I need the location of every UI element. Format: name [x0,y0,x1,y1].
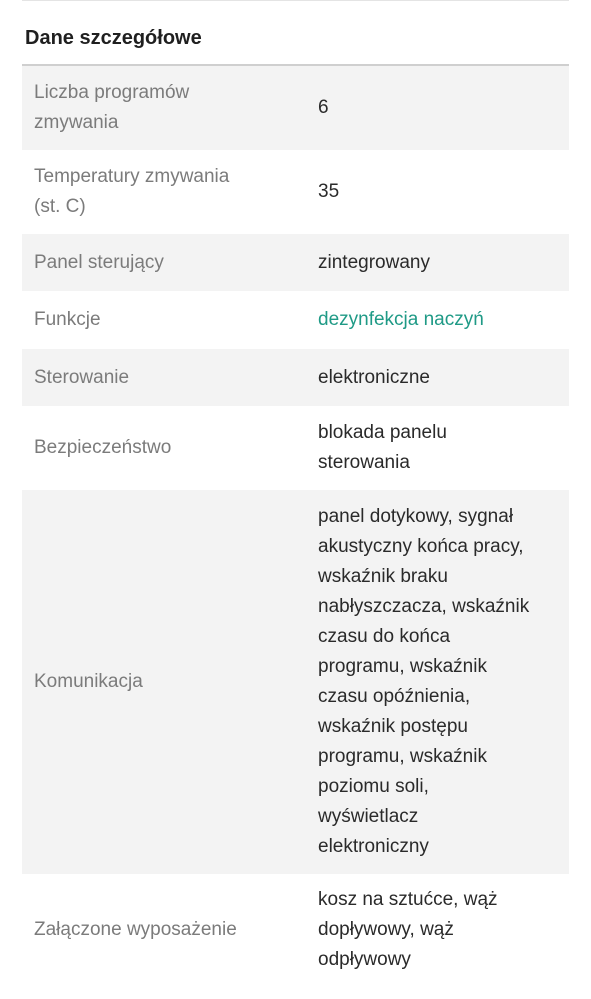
spec-label: Funkcje [22,291,318,349]
spec-value: 35 [318,150,569,234]
spec-value: elektroniczne [318,349,569,406]
spec-value-link[interactable]: dezynfekcja naczyń [318,291,569,349]
spec-row-communication [22,490,569,874]
spec-label: Załączone wyposażenie [22,874,318,986]
spec-label: Temperatury zmywania (st. C) [22,150,318,234]
spec-label: Komunikacja [22,490,318,874]
spec-row-accessories [22,874,569,986]
spec-row-programs [22,66,569,150]
spec-value: zintegrowany [318,234,569,291]
section-title: Dane szczegółowe [25,27,202,49]
spec-value: 6 [318,66,569,150]
spec-label: Sterowanie [22,349,318,406]
spec-label: Panel sterujący [22,234,318,291]
spec-row-functions [22,291,569,349]
spec-row-steering [22,349,569,406]
spec-row-safety [22,406,569,490]
details-section [22,0,569,986]
spec-row-control-panel [22,234,569,291]
spec-row-temperatures [22,150,569,234]
spec-value: blokada panelu sterowania [318,406,569,490]
spec-value: kosz na sztućce, wąż dopływowy, wąż odpływowy [318,874,569,986]
spec-label: Liczba programów zmywania [22,66,318,150]
spec-label: Bezpieczeństwo [22,406,318,490]
spec-value: panel dotykowy, sygnał akustyczny końca pracy, wskaźnik braku nabłyszczacza, wskaźnik czasu do końca programu, wskaźnik czasu opóźnienia, wskaźnik postępu programu, wskaźnik poziomu soli, wyświetlacz elektroniczny [318,490,569,874]
specs-table [22,66,569,986]
